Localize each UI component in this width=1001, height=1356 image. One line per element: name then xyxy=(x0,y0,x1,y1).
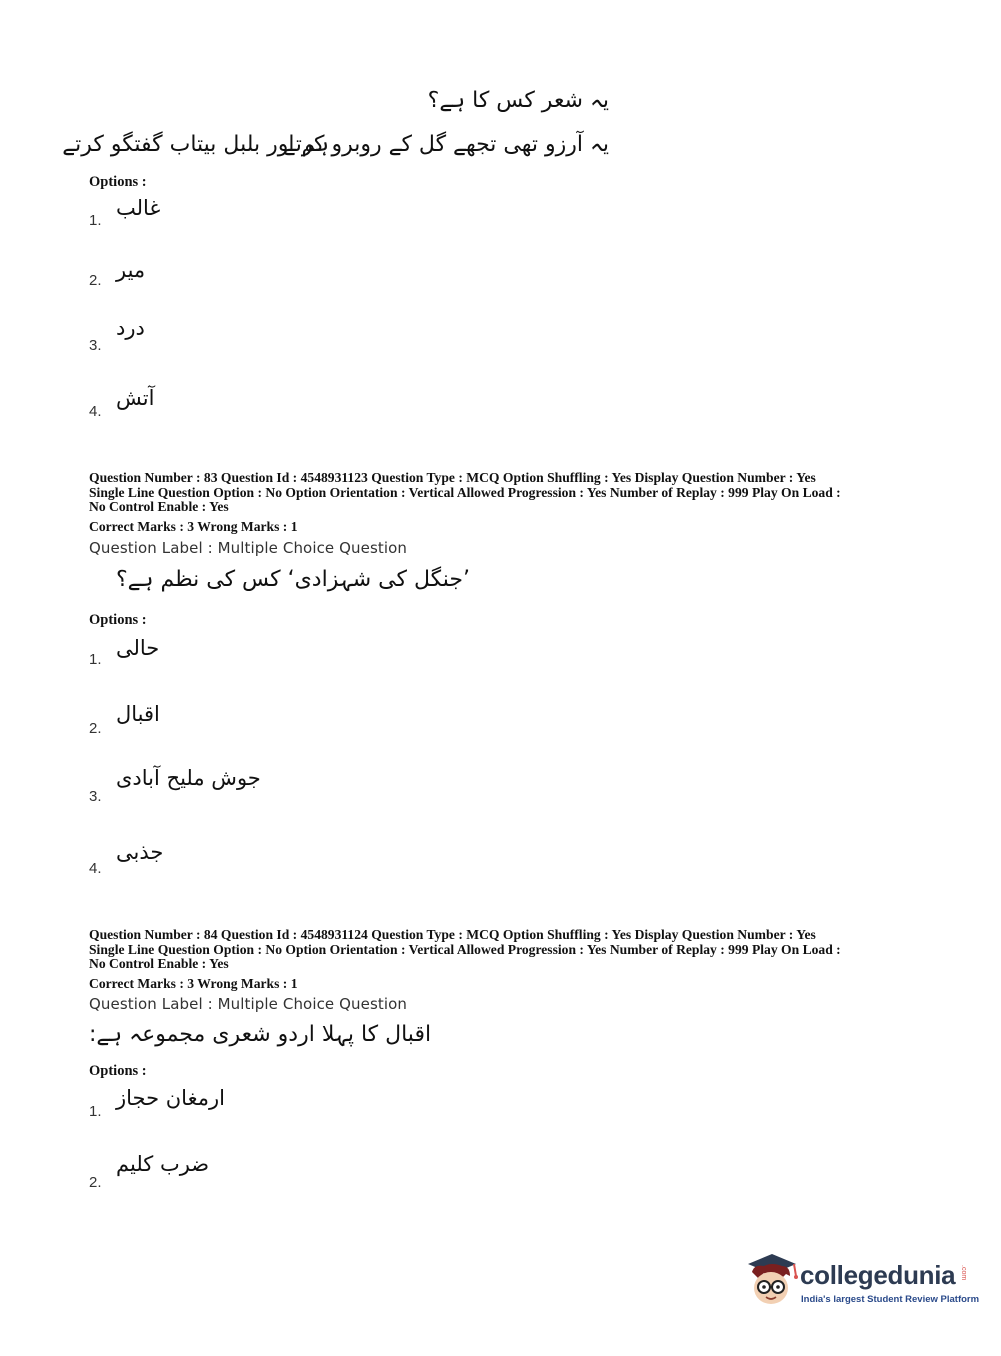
option-number: 1. xyxy=(89,651,102,668)
question-text-urdu: اقبال کا پہلا اردو شعری مجموعہ ہے: xyxy=(89,1022,432,1047)
question-meta-line: Question Number : 83 Question Id : 4548931123 Question Type : MCQ Option Shuffling : Yes Display Question Number : Yes xyxy=(89,470,816,485)
option-text[interactable]: ارمغان حجاز xyxy=(116,1086,225,1110)
option-text[interactable]: جوش ملیح آبادی xyxy=(116,766,261,790)
option-text[interactable]: حالی xyxy=(116,636,160,660)
option-number: 2. xyxy=(89,1174,102,1191)
verse-line-part1: یہ آرزو تھی تجھے گل کے روبرو کرتے xyxy=(282,132,609,157)
question-label: Question Label : Multiple Choice Question xyxy=(89,539,408,557)
question-meta-line: No Control Enable : Yes xyxy=(89,956,229,972)
logo-wordmark: collegedunia xyxy=(800,1260,956,1290)
question-meta xyxy=(89,928,841,972)
option-number: 4. xyxy=(89,860,102,877)
question-text-urdu: یہ شعر کس کا ہے؟ xyxy=(427,88,609,113)
logo-domain: .com xyxy=(960,1265,967,1281)
option-number: 1. xyxy=(89,212,102,229)
option-text[interactable]: غالب xyxy=(116,196,161,220)
option-text[interactable]: اقبال xyxy=(116,702,160,726)
question-meta xyxy=(89,471,841,515)
collegedunia-logo[interactable] xyxy=(742,1250,980,1312)
question-meta-line: Question Number : 84 Question Id : 4548931124 Question Type : MCQ Option Shuffling : Yes Display Question Number : Yes xyxy=(89,927,816,942)
option-text[interactable]: آتش xyxy=(116,386,155,410)
question-text-urdu: ’جنگل کی شہزادی‘ کس کی نظم ہے؟ xyxy=(116,567,470,592)
option-text[interactable]: ضرب کلیم xyxy=(116,1152,210,1176)
options-label: Options : xyxy=(89,1063,147,1079)
question-meta-line: No Control Enable : Yes xyxy=(89,499,229,515)
option-number: 4. xyxy=(89,403,102,420)
verse-line-part2: ہم اور بلبل بیتاب گفتگو کرتے xyxy=(62,132,329,157)
option-number: 1. xyxy=(89,1103,102,1120)
options-label: Options : xyxy=(89,174,147,190)
question-meta-line: Single Line Question Option : No Option Orientation : Vertical Allowed Progression : Yes Number of Replay : 999 Play On Load : xyxy=(89,484,841,500)
option-text[interactable]: میر xyxy=(116,258,146,282)
marks-info: Correct Marks : 3 Wrong Marks : 1 xyxy=(89,519,298,534)
question-meta-line: Single Line Question Option : No Option Orientation : Vertical Allowed Progression : Yes Number of Replay : 999 Play On Load : xyxy=(89,941,841,957)
option-number: 2. xyxy=(89,720,102,737)
question-label: Question Label : Multiple Choice Question xyxy=(89,995,408,1013)
marks-info: Correct Marks : 3 Wrong Marks : 1 xyxy=(89,976,298,991)
options-label: Options : xyxy=(89,612,147,628)
option-number: 2. xyxy=(89,272,102,289)
option-text[interactable]: درد xyxy=(116,316,145,340)
mascot-icon xyxy=(742,1250,800,1310)
option-number: 3. xyxy=(89,788,102,805)
logo-tagline: India's largest Student Review Platform xyxy=(801,1294,980,1305)
option-number: 3. xyxy=(89,337,102,354)
option-text[interactable]: جذبی xyxy=(116,840,164,864)
